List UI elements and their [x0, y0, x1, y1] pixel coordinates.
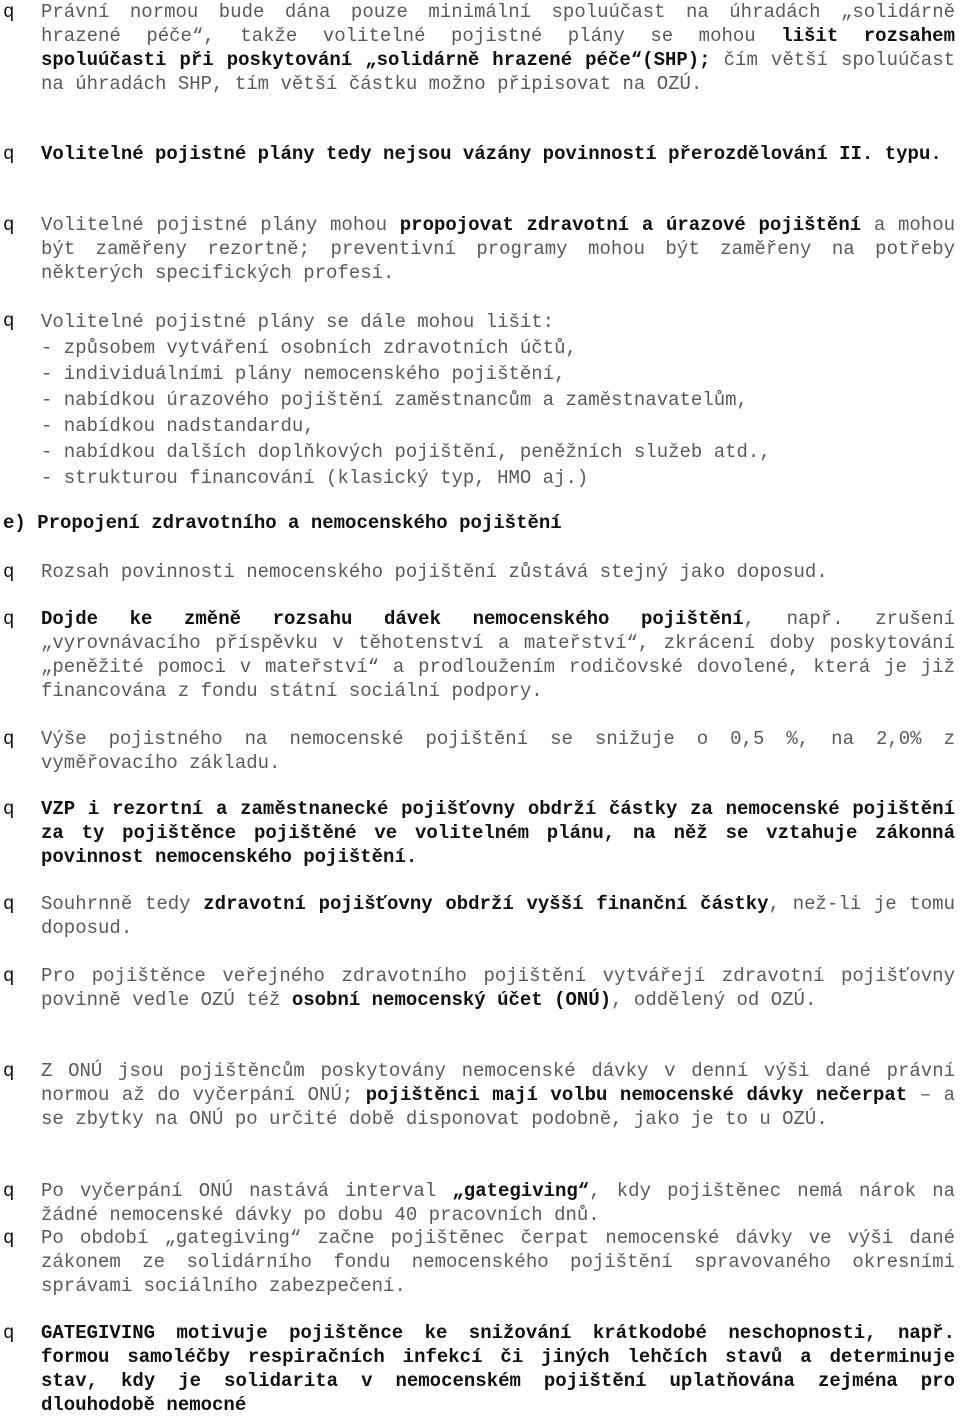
text: Právní normou bude dána pouze minimální spoluúčast na úhradách „solidárně hrazené péče“, takže volitelné pojistné plány se mohou [41, 1, 955, 47]
bold-text: GATEGIVING motivuje pojištěnce ke snižování krátkodobé neschopnosti, např. formou samoléčby respiračních infekcí či jiných lehčích stavů a determinuje stav, kdy je solidarita v nemocenském pojištění uplatňována zejména pro dlouhodobě nemocné [41, 1322, 955, 1416]
bullet-marker: q [3, 143, 15, 165]
text: Volitelné pojistné plány mohou [41, 214, 400, 236]
bullet-marker: q [3, 893, 15, 915]
bold-text: „gategiving“ [452, 1180, 590, 1202]
bold-text: lišit rozsahem spoluúčasti při poskytování „solidárně hrazené péče“(SHP); [41, 25, 955, 71]
list-item: - nabídkou úrazového pojištění zaměstnancům a zaměstnavatelům, [41, 389, 748, 411]
bold-text: osobní nemocenský účet (ONÚ) [291, 989, 612, 1011]
list-item: - způsobem vytváření osobních zdravotních účtů, [41, 337, 577, 359]
text: a mohou být zaměřeny rezortně; preventivní programy mohou být zaměřeny na potřeby některých specifických profesí. [41, 214, 956, 284]
list-item: - nabídkou dalších doplňkových pojištění, peněžních služeb atd., [41, 441, 771, 463]
bold-text: Dojde ke změně rozsahu dávek nemocenského pojištění [41, 608, 744, 630]
bullet-marker: q [3, 1227, 15, 1249]
paragraph-souhrnne [0, 892, 960, 940]
paragraph-gategiving-interval [0, 1179, 960, 1227]
bullet-marker: q [3, 965, 15, 987]
bullet-marker: q [3, 728, 15, 750]
bullet-marker: q [3, 1180, 15, 1202]
paragraph-z-onu [0, 1059, 960, 1131]
list-item: - nabídkou nadstandardu, [41, 415, 315, 437]
bullet-marker: q [3, 1060, 15, 1082]
bold-text: Volitelné pojistné plány tedy nejsou vázány povinností přerozdělování II. typu. [41, 143, 942, 165]
bullet-marker: q [3, 1322, 15, 1344]
paragraph-po-obdobi [0, 1226, 960, 1298]
paragraph-pojistne [0, 727, 960, 775]
bullet-marker: q [3, 310, 15, 332]
text: Z ONÚ jsou pojištěncům poskytovány nemocenské dávky v denní výši dané právní normou až do vyčerpání ONÚ; [41, 1060, 955, 1106]
text: Pro pojištěnce veřejného zdravotního pojištění vytvářejí zdravotní pojišťovny povinně vedle OZÚ též [41, 965, 955, 1011]
paragraph-gategiving-motivace [0, 1321, 960, 1417]
bold-text: pojištěnci mají volbu nemocenské dávky nečerpat [365, 1084, 908, 1106]
text: Souhrnně tedy [41, 893, 204, 915]
bullet-marker: q [3, 798, 15, 820]
text: Výše pojistného na nemocenské pojištění se snižuje o 0,5 %, na 2,0% z vyměřovacího základu. [41, 728, 955, 774]
paragraph-onu [0, 964, 960, 1012]
paragraph-davky [0, 607, 960, 703]
section-heading: e) Propojení zdravotního a nemocenského pojištění [3, 512, 562, 534]
bold-text: zdravotní pojišťovny obdrží vyšší finanční částky [203, 893, 769, 915]
paragraph-rozsah [0, 560, 960, 584]
text: čím větší spoluúčast na úhradách SHP, tím větší částku možno připisovat na OZÚ. [41, 49, 955, 95]
bullet-marker: q [3, 561, 15, 583]
paragraph-vazani [0, 142, 960, 166]
text: – a se zbytky na ONÚ po určité době disponovat podobně, jako je to u OZÚ. [41, 1084, 956, 1130]
bullet-marker: q [3, 608, 15, 630]
paragraph-lisit [0, 309, 960, 491]
paragraph-propojeni-planu [0, 213, 960, 285]
paragraph-vzp [0, 797, 960, 869]
list-item: - individuálními plány nemocenského pojištění, [41, 363, 566, 385]
paragraph-spoluucast [0, 0, 960, 96]
bold-text: VZP i rezortní a zaměstnanecké pojišťovny obdrží částky za nemocenské pojištění za ty pojištěnce pojištěné ve volitelném plánu, na něž se vztahuje zákonná povinnost nemocenského pojištění. [41, 798, 955, 868]
text: , např. zrušení „vyrovnávacího příspěvku v těhotenství a mateřství“, zkrácení doby poskytování „peněžité pomoci v mateřství“ a prodloužením rodičovské dovolené, která je již financována z fondu státní sociální podpory. [41, 608, 956, 702]
bold-text: propojovat zdravotní a úrazové pojištění [399, 214, 862, 236]
text: , kdy pojištěnec nemá nárok na žádné nemocenské dávky po dobu 40 pracovních dnů. [41, 1180, 955, 1226]
text: Po období „gategiving“ začne pojištěnec čerpat nemocenské dávky ve výši dané zákonem ze solidárního fondu nemocenského pojištění spravovaného okresními správami sociálního zabezpečení. [41, 1227, 955, 1297]
list-intro: Volitelné pojistné plány se dále mohou lišit: [41, 311, 555, 333]
bullet-marker: q [3, 214, 15, 236]
bullet-marker: q [3, 1, 15, 23]
text: , oddělený od OZÚ. [611, 989, 817, 1011]
text: , než-li je tomu doposud. [41, 893, 955, 939]
list-item: - strukturou financování (klasický typ, HMO aj.) [41, 467, 589, 489]
text: Rozsah povinnosti nemocenského pojištění zůstává stejný jako doposud. [41, 561, 828, 583]
text: Po vyčerpání ONÚ nastává interval [41, 1180, 453, 1202]
